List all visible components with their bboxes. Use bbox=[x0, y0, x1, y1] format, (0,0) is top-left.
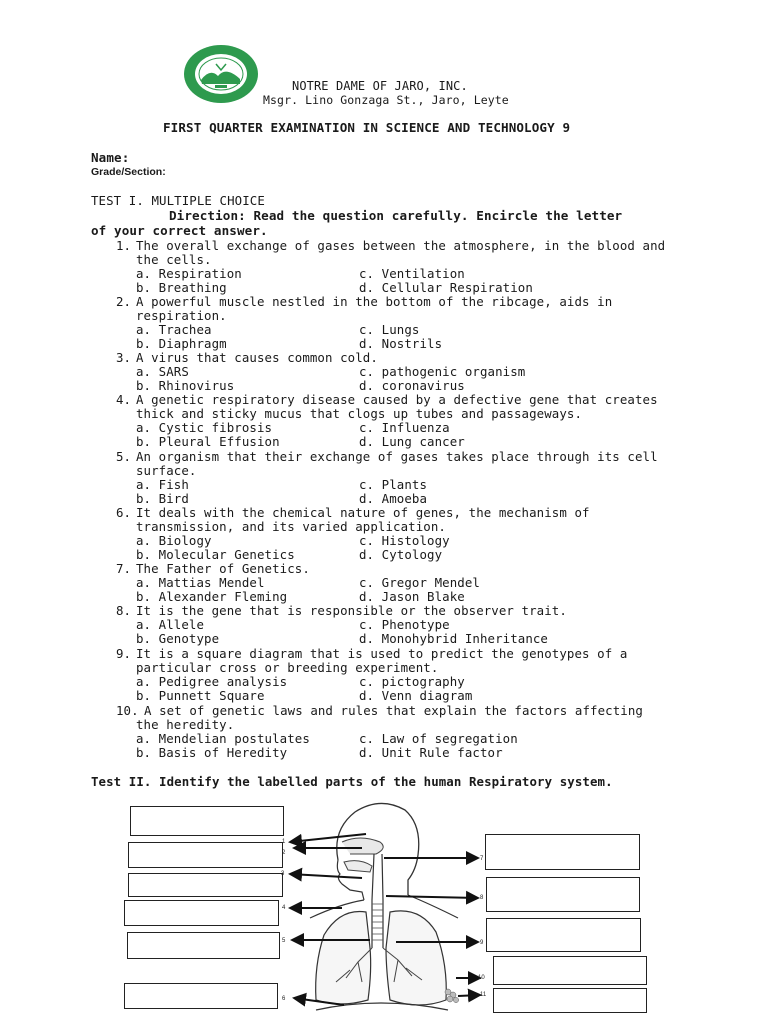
test2-title: Test II. Identify the labelled parts of the human Respiratory system. bbox=[91, 774, 613, 789]
choice-b[interactable]: b. Molecular Genetics bbox=[136, 547, 295, 562]
question-number: 9. bbox=[116, 646, 132, 661]
choice-d[interactable]: d. Nostrils bbox=[359, 336, 443, 351]
direction-line-1: Direction: Read the question carefully. Encircle the letter bbox=[169, 208, 623, 223]
choice-c[interactable]: c. Plants bbox=[359, 477, 428, 492]
question-text: A powerful muscle nestled in the bottom of the ribcage, aids in bbox=[136, 294, 613, 309]
grade-section-label: Grade/Section: bbox=[91, 166, 166, 178]
question-text: A set of genetic laws and rules that explain the factors affecting bbox=[144, 703, 643, 718]
answer-box-3[interactable] bbox=[128, 873, 283, 897]
choice-d[interactable]: d. Jason Blake bbox=[359, 589, 465, 604]
choice-d[interactable]: d. Amoeba bbox=[359, 491, 428, 506]
choice-a[interactable]: a. Pedigree analysis bbox=[136, 674, 288, 689]
choice-b[interactable]: b. Alexander Fleming bbox=[136, 589, 288, 604]
answer-box-10[interactable] bbox=[493, 956, 647, 985]
choice-b[interactable]: b. Breathing bbox=[136, 280, 227, 295]
question-number: 5. bbox=[116, 449, 132, 464]
choice-c[interactable]: c. Histology bbox=[359, 533, 450, 548]
answer-box-5[interactable] bbox=[127, 932, 280, 959]
answer-box-2[interactable] bbox=[128, 842, 286, 868]
choice-d[interactable]: d. Unit Rule factor bbox=[359, 745, 503, 760]
choice-c[interactable]: c. pathogenic organism bbox=[359, 364, 526, 379]
diagram-number-5: 5 bbox=[282, 938, 286, 944]
answer-box-6[interactable] bbox=[124, 983, 278, 1009]
choice-d[interactable]: d. Venn diagram bbox=[359, 688, 473, 703]
diagram-number-7: 7 bbox=[480, 856, 484, 862]
diagram-number-10: 10 bbox=[478, 975, 485, 981]
question-text: transmission, and its varied application. bbox=[136, 519, 446, 534]
choice-a[interactable]: a. Cystic fibrosis bbox=[136, 420, 273, 435]
diagram-number-11: 11 bbox=[480, 992, 487, 998]
diagram-number-6: 6 bbox=[282, 996, 286, 1002]
answer-box-8[interactable] bbox=[486, 877, 640, 912]
question-text: It is the gene that is responsible or the observer trait. bbox=[136, 603, 567, 618]
question-text: The Father of Genetics. bbox=[136, 561, 310, 576]
choice-b[interactable]: b. Bird bbox=[136, 491, 189, 506]
test1-title: TEST I. MULTIPLE CHOICE bbox=[91, 193, 265, 208]
choice-c[interactable]: c. Ventilation bbox=[359, 266, 465, 281]
answer-box-11[interactable] bbox=[493, 988, 647, 1013]
choice-d[interactable]: d. coronavirus bbox=[359, 378, 465, 393]
choice-b[interactable]: b. Basis of Heredity bbox=[136, 745, 288, 760]
choice-a[interactable]: a. Allele bbox=[136, 617, 205, 632]
question-number: 3. bbox=[116, 350, 132, 365]
choice-b[interactable]: b. Pleural Effusion bbox=[136, 434, 280, 449]
question-number: 1. bbox=[116, 238, 132, 253]
question-number: 10. bbox=[116, 703, 139, 718]
choice-a[interactable]: a. Respiration bbox=[136, 266, 242, 281]
choice-d[interactable]: d. Lung cancer bbox=[359, 434, 465, 449]
question-text: A genetic respiratory disease caused by a defective gene that creates bbox=[136, 392, 658, 407]
choice-c[interactable]: c. pictography bbox=[359, 674, 465, 689]
choice-a[interactable]: a. Mattias Mendel bbox=[136, 575, 265, 590]
question-text: It deals with the chemical nature of genes, the mechanism of bbox=[136, 505, 590, 520]
diagram-number-2: 2 bbox=[282, 850, 286, 856]
question-text: the heredity. bbox=[136, 717, 235, 732]
question-text: particular cross or breeding experiment. bbox=[136, 660, 439, 675]
choice-a[interactable]: a. Mendelian postulates bbox=[136, 731, 310, 746]
question-text: The overall exchange of gases between the atmosphere, in the blood and bbox=[136, 238, 666, 253]
choice-b[interactable]: b. Diaphragm bbox=[136, 336, 227, 351]
choice-c[interactable]: c. Gregor Mendel bbox=[359, 575, 480, 590]
choice-d[interactable]: d. Cytology bbox=[359, 547, 443, 562]
choice-c[interactable]: c. Influenza bbox=[359, 420, 450, 435]
choice-d[interactable]: d. Monohybrid Inheritance bbox=[359, 631, 548, 646]
question-text: It is a square diagram that is used to predict the genotypes of a bbox=[136, 646, 628, 661]
school-address: Msgr. Lino Gonzaga St., Jaro, Leyte bbox=[263, 93, 509, 107]
choice-c[interactable]: c. Lungs bbox=[359, 322, 420, 337]
direction-line-2: of your correct answer. bbox=[91, 223, 268, 238]
question-text: A virus that causes common cold. bbox=[136, 350, 378, 365]
school-logo bbox=[182, 44, 260, 104]
answer-box-1[interactable] bbox=[130, 806, 284, 836]
choice-c[interactable]: c. Law of segregation bbox=[359, 731, 518, 746]
question-number: 4. bbox=[116, 392, 132, 407]
name-label: Name: bbox=[91, 150, 130, 165]
choice-b[interactable]: b. Punnett Square bbox=[136, 688, 265, 703]
question-number: 2. bbox=[116, 294, 132, 309]
question-number: 8. bbox=[116, 603, 132, 618]
respiratory-system-diagram bbox=[280, 800, 490, 1020]
choice-b[interactable]: b. Genotype bbox=[136, 631, 220, 646]
diagram-number-3: 3 bbox=[281, 871, 285, 877]
choice-a[interactable]: a. Biology bbox=[136, 533, 212, 548]
diagram-number-4: 4 bbox=[282, 905, 286, 911]
diagram-number-8: 8 bbox=[480, 895, 484, 901]
question-text: surface. bbox=[136, 463, 197, 478]
answer-box-4[interactable] bbox=[124, 900, 279, 926]
choice-d[interactable]: d. Cellular Respiration bbox=[359, 280, 533, 295]
diagram-number-9: 9 bbox=[480, 940, 484, 946]
question-text: the cells. bbox=[136, 252, 212, 267]
question-text: thick and sticky mucus that clogs up tubes and passageways. bbox=[136, 406, 583, 421]
choice-a[interactable]: a. Fish bbox=[136, 477, 189, 492]
exam-title: FIRST QUARTER EXAMINATION IN SCIENCE AND TECHNOLOGY 9 bbox=[163, 120, 571, 135]
answer-box-7[interactable] bbox=[485, 834, 640, 870]
choice-b[interactable]: b. Rhinovirus bbox=[136, 378, 235, 393]
question-number: 6. bbox=[116, 505, 132, 520]
choice-a[interactable]: a. Trachea bbox=[136, 322, 212, 337]
diagram-number-1: 1 bbox=[282, 839, 286, 845]
question-text: An organism that their exchange of gases takes place through its cell bbox=[136, 449, 658, 464]
answer-box-9[interactable] bbox=[486, 918, 641, 952]
choice-a[interactable]: a. SARS bbox=[136, 364, 189, 379]
question-text: respiration. bbox=[136, 308, 227, 323]
choice-c[interactable]: c. Phenotype bbox=[359, 617, 450, 632]
school-name: NOTRE DAME OF JARO, INC. bbox=[292, 79, 468, 93]
question-number: 7. bbox=[116, 561, 132, 576]
